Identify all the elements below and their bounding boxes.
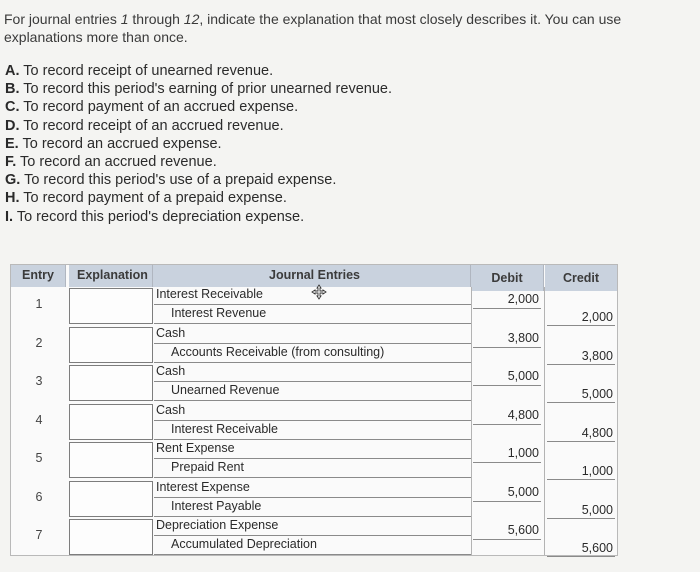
debit-account: Depreciation Expense [156,518,279,532]
explanation-options-list [5,62,392,226]
entry-number: 6 [35,489,43,504]
credit-account: Interest Revenue [171,306,267,320]
option-text: To record this period's use of a prepaid expense. [20,172,337,189]
explanation-input[interactable] [69,327,153,363]
journal-line [154,477,471,478]
journal-line [154,535,471,536]
explanation-input[interactable] [69,365,153,401]
credit-account: Interest Payable [171,498,262,513]
debit-amount-line [473,424,541,425]
credit-amount: 4,800 [581,425,613,440]
debit-amount-line [473,462,541,463]
debit-amount: 1,000 [507,446,539,460]
journal-line [154,554,471,555]
journal-line [154,516,471,517]
journal-line [154,400,471,401]
option-text: To record payment of a prepaid expense. [19,190,287,207]
instructions-mid: through [128,11,184,27]
credit-amount: 3,800 [581,348,613,363]
option-letter: I. [5,208,14,225]
option-text: To record this period's earning of prior unearned revenue. [19,81,392,98]
entry-number: 4 [35,412,43,427]
credit-account: Accounts Receivable (from consulting) [171,344,385,359]
credit-account: Interest Receivable [171,421,279,436]
option-letter: F. [5,154,17,171]
credit-amount: 5,000 [581,502,613,517]
explanation-input[interactable] [69,404,153,440]
credit-column-divider [544,287,545,555]
instructions [4,10,694,46]
range-start: 1 [120,11,129,27]
debit-amount: 5,600 [507,523,539,537]
move-cursor-icon [311,284,327,300]
option-item [5,117,392,135]
journal-line [154,343,471,344]
credit-amount-line [547,518,615,519]
header-credit: Credit [545,265,617,291]
debit-account: Interest Expense [156,479,250,494]
option-letter: E. [5,135,19,152]
credit-account: Prepaid Rent [171,460,244,474]
journal-line [154,323,471,324]
credit-amount: 1,000 [581,464,613,478]
option-item [5,171,392,189]
entry-number: 7 [35,528,43,542]
debit-amount: 4,800 [507,407,539,422]
debit-amount-line [473,385,541,386]
option-text: To record receipt of an accrued revenue. [19,117,284,134]
journal-line [154,381,471,382]
debit-amount-line [473,501,541,502]
option-text: To record this period's depreciation expense. [13,208,305,225]
debit-account: Cash [156,325,186,340]
option-letter: C. [5,99,20,116]
credit-amount-line [547,325,615,326]
instructions-pre: For journal entries [4,11,121,27]
option-item [5,189,392,207]
header-debit: Debit [471,265,544,291]
entry-number: 2 [35,335,43,350]
option-letter: G. [5,172,21,189]
option-item [5,98,392,116]
debit-account: Interest Receivable [156,287,264,301]
credit-amount-line [547,556,615,557]
debit-amount: 2,000 [507,292,539,306]
option-letter: H. [5,190,20,207]
entry-number: 5 [35,451,43,465]
option-item [5,62,392,80]
credit-amount-line [547,441,615,442]
entry-number: 3 [35,374,43,388]
journal-entries-table [10,264,618,556]
credit-amount-line [547,479,615,480]
journal-line [154,304,471,305]
debit-amount-line [473,347,541,348]
credit-amount-line [547,364,615,365]
debit-account: Cash [156,364,186,378]
debit-amount-line [473,539,541,540]
option-item [5,208,392,226]
debit-amount: 5,000 [507,484,539,499]
option-text: To record payment of an accrued expense. [19,99,299,116]
instructions-post: , indicate the explanation that most closely describes it. You can use explanations more than once. [4,11,622,45]
credit-account: Accumulated Depreciation [171,537,317,551]
debit-amount: 5,000 [507,369,539,383]
option-text: To record an accrued revenue. [16,154,217,171]
header-explanation: Explanation [69,265,153,287]
range-end: 12 [183,11,200,27]
explanation-input[interactable] [69,442,153,478]
debit-amount: 3,800 [507,330,539,345]
option-item [5,80,392,98]
journal-line [154,362,471,363]
credit-amount: 5,000 [581,387,613,401]
option-item [5,135,392,153]
credit-amount: 2,000 [581,310,613,324]
option-letter: D. [5,117,20,134]
credit-amount: 5,600 [581,541,613,555]
journal-line [154,458,471,459]
explanation-input[interactable] [69,519,153,555]
credit-amount-line [547,402,615,403]
option-text: To record an accrued expense. [18,135,222,152]
journal-line [154,497,471,498]
debit-column-divider [471,287,472,555]
option-text: To record receipt of unearned revenue. [19,63,274,79]
journal-line [154,439,471,440]
debit-account: Rent Expense [156,441,235,455]
explanation-input[interactable] [69,288,153,324]
entry-number: 1 [35,297,43,311]
debit-account: Cash [156,402,186,417]
header-journal-entries: Journal Entries [153,265,471,287]
journal-line [154,420,471,421]
explanation-input[interactable] [69,481,153,517]
option-letter: A. [5,63,20,79]
header-entry: Entry [11,265,66,287]
credit-account: Unearned Revenue [171,383,280,397]
debit-amount-line [473,308,541,309]
option-letter: B. [5,81,20,98]
option-item [5,153,392,171]
